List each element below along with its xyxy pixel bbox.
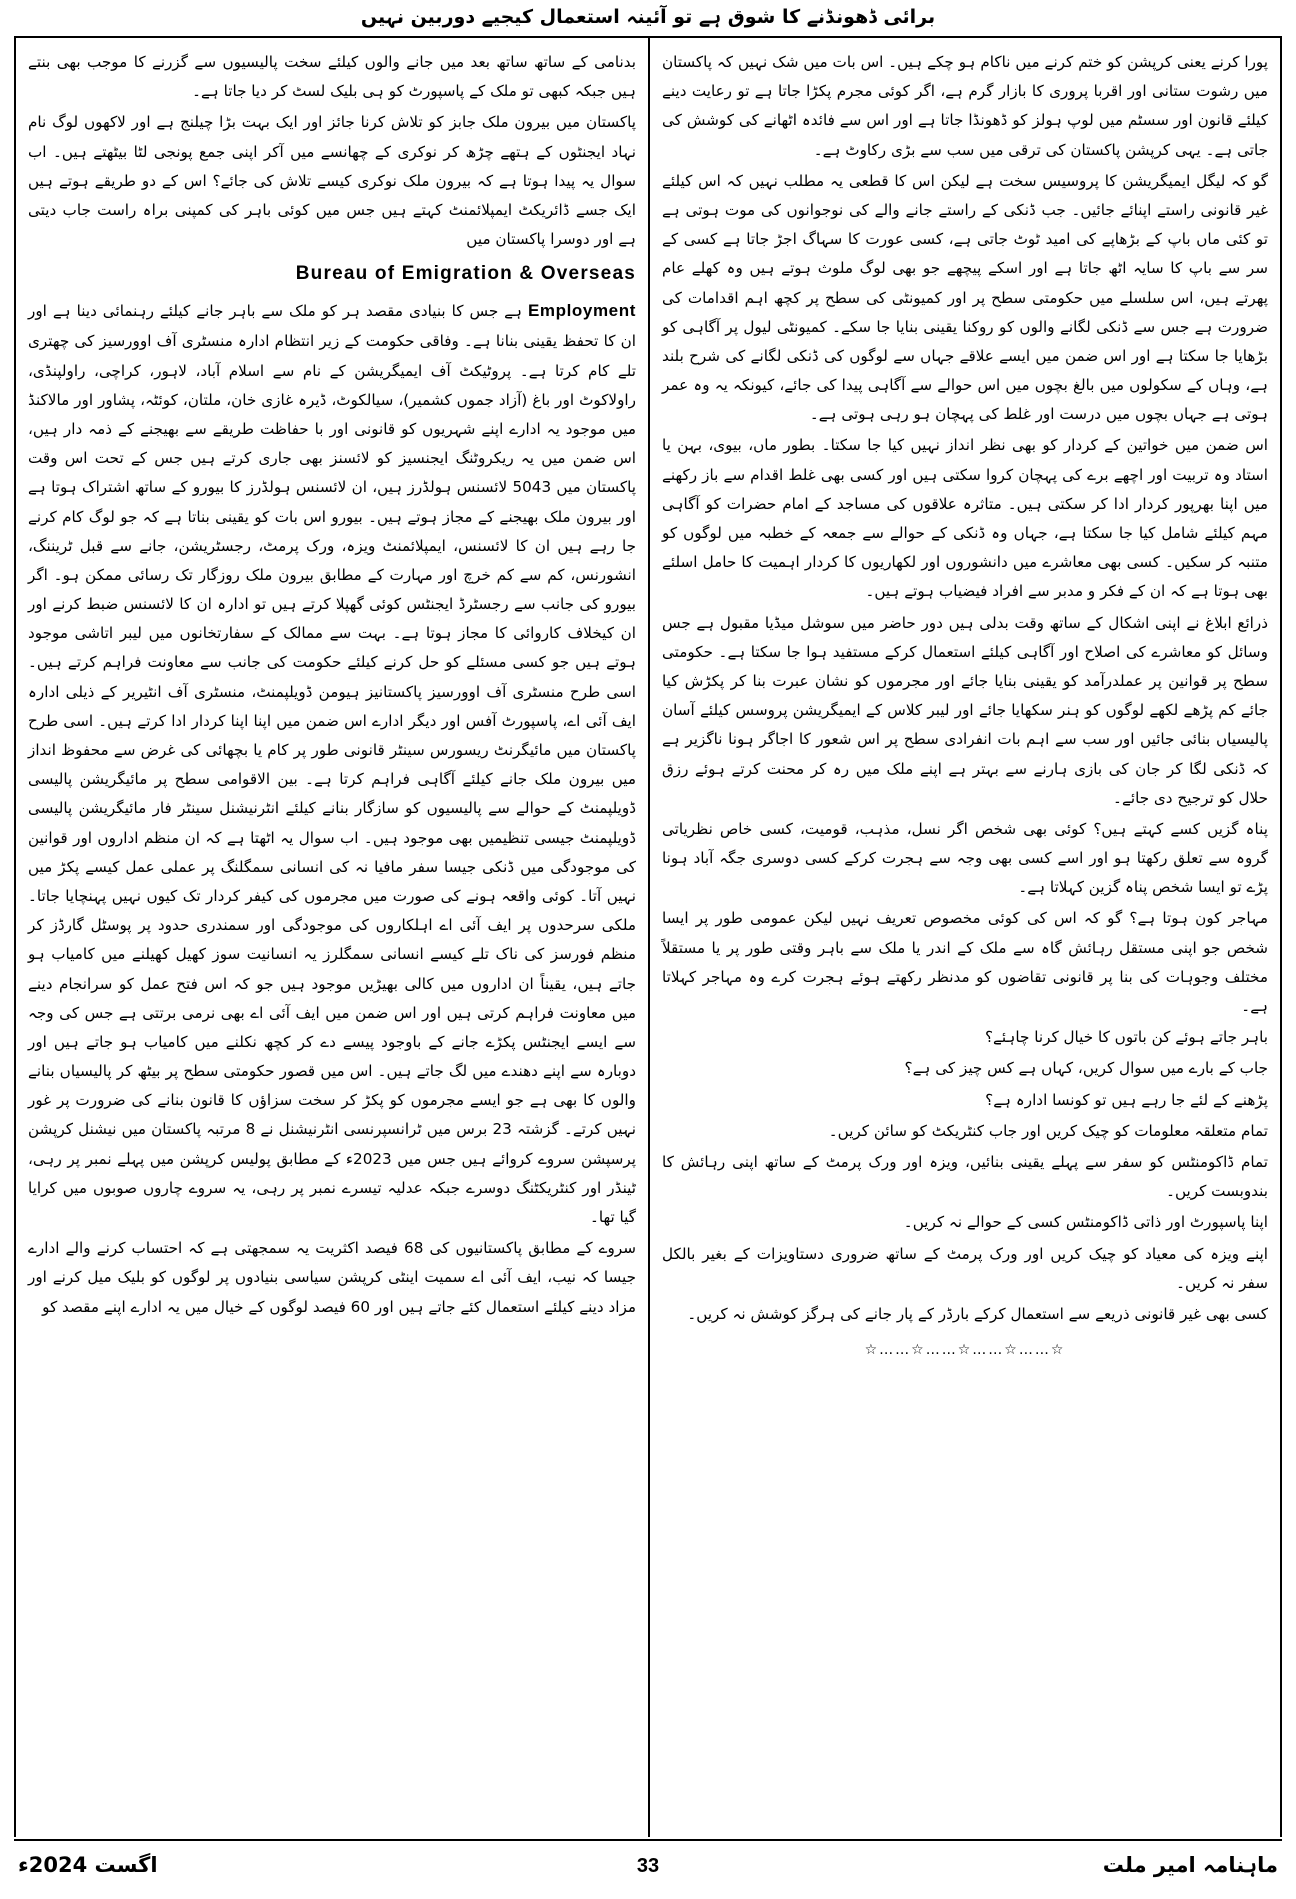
paragraph: ذرائع ابلاغ نے اپنی اشکال کے ساتھ وقت بدلی ہیں دور حاضر میں سوشل میڈیا مقبول ہے جس وسائل کو معاشرے کی اصلاح اور آگاہی کیلئے استعمال کرکے مستفید ہوا جا سکتا ہے۔ حکومتی سطح پر قوانین پر عملدرآمد کو یقینی بنایا جائے اور مجرموں کو نشان عبرت بنا کر پکڑش کیا جائے کم پڑھے لکھے لوگوں کو ہنر سکھایا جائے اور لیبر کلاس کے ایمیگریشن پروسس کیلئے آسان پالیسیاں بنائی جائیں اور سب سے اہم بات انفرادی سطح پر اس شعور کا اجاگر ہونا ناگزیر ہے کہ ڈنکی لگا کر جان کی بازی ہارنے سے بہتر ہے اپنے ملک میں رہ کر محنت کرتے ہوئے رزق حلال کو ترجیح دی جائے۔ [662, 613, 1268, 807]
paragraph: اس ضمن میں خواتین کے کردار کو بھی نظر انداز نہیں کیا جا سکتا۔ بطور ماں، بیوی، بہن یا استاد وہ تربیت اور اچھے برے کی پہچان کروا سکتی ہیں اور کسی بھی غلط اقدام سے باز رکھنے میں اپنا بھرپور کردار ادا کر سکتی ہیں۔ متاثرہ علاقوں کی مساجد کے امام حضرات کو آگاہی مہم کیلئے شامل کیا جا سکتا ہے، جہاں وہ ڈنکی کے حوالے سے جمعہ کے خطبہ میں لوگوں کو متنبہ کر سکیں۔ کسی بھی معاشرے میں دانشوروں اور لکھاریوں کا کردار اہمیت کا حامل اسلئے بھی ہوتا ہے کہ ان کے فکر و مدبر سے افراد فیضیاب ہوتے ہیں۔ [662, 436, 1268, 601]
paragraph-text: ہے جس کا بنیادی مقصد ہر کو ملک سے باہر جانے کیلئے رہنمائی دینا ہے اور ان کا تحفظ یقینی بنانا ہے۔ وفاقی حکومت کے زیر انتظام ادارہ منسٹری آف اوورسیز کی چھتری تلے کام کرتا ہے۔ پروٹیکٹ آف ایمیگریشن کے نام سے اسلام آباد، لاہور، کراچی، راولپنڈی، راولاکوٹ اور باغ (آزاد جموں کشمیر)، سیالکوٹ، ڈیرہ غازی خان، ملتان، کوئٹہ، پشاور اور مالاکنڈ میں موجود یہ ادارے اپنے شہریوں کو قانونی اور با حفاظت طریقے سے بھیجنے کے ذمہ دار ہیں، اس ضمن میں یہ ریکروٹنگ ایجنسیز کو لائسنز بھی جاری کرتے ہیں جس کے تحت اس وقت پاکستان میں 5043 لائسنس ہولڈرز ہیں، ان لائسنس ہولڈرز کا بیورو کے ساتھ اشتراک ہوتا ہے اور بیرون ملک بھیجنے کے مجاز ہوتے ہیں۔ بیورو اس بات کو یقینی بناتا ہے کہ جو لوگ کام کرنے جا رہے ہیں ان کا لائسنس، ایمپلائمنٹ ویزہ، ورک پرمٹ، رجسٹریشن، جانے سے قبل ٹریننگ، انشورنس، کم سے کم خرچ اور مہارت کے مطابق بیرون ملک روزگار تک رسائی ممکن ہو۔ اگر بیورو کی جانب سے رجسٹرڈ ایجنٹس کوئی گھپلا کرتے ہیں تو ادارہ ان کا لائسنس ضبط کرنے اور ان کیخلاف کاروائی کا مجاز ہوتا ہے۔ بہت سے ممالک کے سفارتخانوں میں لیبر اتاشی موجود ہوتے ہیں جو کسی مسئلے کو حل کرنے کیلئے حکومت کی جانب سے معاونت فراہم کرتے ہیں۔ اسی طرح منسٹری آف اوورسیز پاکستانیز ہیومن ڈویلپمنٹ، منسٹری آف انٹیریر کے ذیلی ادارہ ایف آئی اے، پاسپورٹ آفس اور دیگر ادارے اس ضمن میں اپنا اپنا کردار ادا کرتے ہیں۔ اسی طرح پاکستان میں مائیگرنٹ ریسورس سینٹر قانونی طور پر کام یا بچھائی کی غرض سے محفوظ انداز میں بیرون ملک جانے کیلئے آگاہی فراہم کرتا ہے۔ بین الاقوامی سطح پر مائیگریشن پالیسی ڈویلپمنٹ کے حوالے سے پالیسیوں کو سازگار بنانے کیلئے انٹرنیشنل سینٹر فار مائیگریشن پالیسی ڈویلپمنٹ جیسی تنظیمیں بھی موجود ہیں۔ اب سوال یہ اٹھتا ہے کہ ان منظم اداروں اور قوانین کی موجودگی میں ڈنکی جیسا سفر مافیا نہ کی انسانی سمگلنگ پر عملی عمل کیسے پکڑ میں نہیں آتا۔ کوئی واقعہ ہونے کی صورت میں مجرموں کی کیفر کردار تک کیوں نہیں پہنچایا جاتا۔ ملکی سرحدوں پر ایف آئی اے اہلکاروں کی موجودگی اور سمندری حدود پر پوسٹل گارڈز کر منظم فورسز کی ناک تلے کیسے انسانی سمگلرز یہ انسانیت سوز کھیل کھیلنے میں کامیاب ہو جاتے ہیں، یقیناً ان اداروں میں کالی بھیڑیں موجود ہیں جو کہ اس فتح عمل کو سرانجام دینے میں معاونت فراہم کرتی ہیں اور اس ضمن میں ایف آئی اے بھی نرمی برتتی ہے جس کی وجہ سے ایسے ایجنٹس پکڑے جانے کے باوجود پیسے دے کر کچھ نکلنے میں کامیاب ہو جاتے ہیں اور دوبارہ سے اپنے دھندے میں لگ جاتے ہیں۔ اس میں قصور حکومتی سطح پر بیٹھ کر پالیسیاں بنانے والوں کا بھی ہے جو ایسے مجرموں کو پکڑ کر سخت سزاؤں کا قانون بنانے کی ضرورت پر غور نہیں کرتے۔ گزشتہ 23 برس میں ٹرانسپرنسی انٹرنیشنل نے 8 مرتبہ پاکستان میں نیشنل کرپشن پرسپشن سروے کروائے ہیں جس میں 2023ء کے مطابق پولیس کرپشن میں پہلے نمبر پر رہی، ٹینڈر اور کنٹریکٹنگ دوسرے جبکہ عدلیہ تیسرے نمبر پر رہی، یہ سروے چاروں صوبوں میں کرایا گیا تھا۔ [28, 301, 636, 1227]
list-item: پڑھنے کے لئے جا رہے ہیں تو کونسا ادارہ ہے؟ [985, 1090, 1268, 1109]
bureau-heading-line [28, 256, 636, 292]
employment-heading-english: Employment [527, 300, 636, 320]
column-right [648, 38, 1280, 1837]
list-item: اپنے ویزہ کی معیاد کو چیک کریں اور ورک پرمٹ کے ساتھ ضروری دستاویزات کے بغیر بالکل سفر نہ کریں۔ [662, 1244, 1268, 1292]
footer-magazine-title: ماہنامہ امیر ملت [1102, 1853, 1278, 1877]
article-body [14, 38, 1282, 1837]
paragraph: بدنامی کے ساتھ ساتھ بعد میں جانے والوں کیلئے سخت پالیسیوں سے گزرنے کا موجب بھی بنتے ہیں جبکہ کبھی تو ملک کے پاسپورٹ کو ہی بلیک لسٹ کر دیا جاتا ہے۔ [28, 53, 636, 101]
page-header-title: برائی ڈھونڈنے کا شوق ہے تو آئینہ استعمال کیجیے دوربین نہیں [360, 6, 936, 28]
paragraph: گو کہ لیگل ایمیگریشن کا پروسیس سخت ہے لیکن اس کا قطعی یہ مطلب نہیں کہ اس کیلئے غیر قانونی راستے اپنائے جائیں۔ جب ڈنکی کے راستے جانے والے کی نوجوانوں کی موت ہوتی ہے تو کئی ماں باپ کے بڑھاپے کی امید ٹوٹ جاتی ہے، کسی عورت کا سہاگ اجڑ جاتا ہے کسی کے سر سے باپ کا سایہ اٹھ جاتا ہے اور اسکے پیچھے جو بھی لوگ ملوث ہوتے ہیں وہ کھلے عام پھرتے ہیں، اس سلسلے میں حکومتی سطح پر اور کمیونٹی کی سطح پر کچھ اہم اقدامات کی ضرورت ہے جس سے ڈنکی لگانے والوں کو روکنا یقینی بنایا جا سکے۔ کمیونٹی لیول پر آگاہی کو بڑھایا جا سکتا ہے اور اس ضمن میں ایسے علاقے جہاں سے لوگوں کی ڈنکی لگانے کی شرح بلند ہے، وہاں کے سکولوں میں بالغ بچوں میں اس حوالے سے آگاہی پیدا کی جائے، کیونکہ یہ وہ عمر ہوتی ہے جہاں بچوں میں درست اور غلط کی پہچان ہو رہی ہوتی ہے۔ [662, 171, 1268, 424]
paragraph: پاکستان میں بیرون ملک جابز کو تلاش کرنا جائز اور ایک بہت بڑا چیلنج ہے اور لاکھوں لوگ نام نہاد ایجنٹوں کے ہتھے چڑھ کر نوکری کے چھانسے میں آکر اپنی جمع پونجی لٹا بیٹھتے ہیں۔ اب سوال یہ پیدا ہوتا ہے کہ بیرون ملک نوکری کیسے تلاش کی جائے؟ اس کے دو طریقے ہوتے ہیں ایک جسے ڈائریکٹ ایمپلائمنٹ کہتے ہیں جس میں کوئی باہر کی کمپنی براہ راست جاب دیتی ہے اور دوسرا پاکستان میں [28, 113, 636, 249]
page-number: 33 [636, 1855, 660, 1877]
paragraph: پورا کرنے یعنی کرپشن کو ختم کرنے میں ناکام ہو چکے ہیں۔ اس بات میں شک نہیں کہ پاکستان میں رشوت ستانی اور اقربا پروری کا بازار گرم ہے، اگر کوئی مجرم پکڑا جاتا ہے تو رعایت دینے کیلئے قانون اور سسٹم میں لوپ ہولز کو ڈھونڈا جاتا ہے اور اس سے فائدہ اٹھانے کی کوشش کی جاتی ہے۔ یہی کرپشن پاکستان کی ترقی میں سب سے بڑی رکاوٹ ہے۔ [662, 53, 1268, 159]
bureau-heading-english: Bureau of Emigration & Overseas [295, 263, 636, 285]
list-item: تمام ڈاکومنٹس کو سفر سے پہلے یقینی بنائیں، ویزہ اور ورک پرمٹ کے ساتھ اپنی رہائش کا بندوبست کریں۔ [662, 1152, 1268, 1201]
paragraph-with-inline-heading [28, 295, 636, 1232]
question-heading: باہر جاتے ہوئے کن باتوں کا خیال کرنا چاہئے؟ [984, 1028, 1268, 1047]
star-divider: ☆……☆……☆……☆……☆ [864, 1342, 1066, 1359]
page-footer [18, 1847, 1278, 1889]
footer-issue-date: اگست 2024ء [18, 1853, 158, 1877]
paragraph: مہاجر کون ہوتا ہے؟ گو کہ اس کی کوئی مخصوص تعریف نہیں لیکن عمومی طور پر ایسا شخص جو اپنی مستقل رہائش گاہ سے ملک کے اندر یا ملک سے باہر وقتی طور پر یا مستقلاً مختلف وجوہات کی بنا پر قانونی تقاضوں کو مدنظر رکھتے ہوئے ہجرت کرے وہ مہاجر کہلاتا ہے۔ [662, 909, 1268, 1015]
list-item: کسی بھی غیر قانونی ذریعے سے استعمال کرکے بارڈر کے پار جانے کی ہرگز کوشش نہ کریں۔ [687, 1304, 1268, 1323]
footer-divider [14, 1839, 1282, 1841]
list-item: اپنا پاسپورٹ اور ذاتی ڈاکومنٹس کسی کے حوالے نہ کریں۔ [903, 1213, 1268, 1232]
list-item: جاب کے بارے میں سوال کریں، کہاں ہے کس چیز کی ہے؟ [904, 1059, 1268, 1078]
list-item: تمام متعلقہ معلومات کو چیک کریں اور جاب کنٹریکٹ کو سائن کریں۔ [828, 1121, 1268, 1140]
column-left [16, 38, 648, 1837]
paragraph: سروے کے مطابق پاکستانیوں کی 68 فیصد اکثریت یہ سمجھتی ہے کہ احتساب کرنے والے ادارے جیسا کہ نیب، ایف آئی اے سمیت اینٹی کرپشن سیاسی بنیادوں پر لوگوں کو بلیک میل کرنے اور مزاد دینے کیلئے استعمال کئے جاتے ہیں اور 60 فیصد لوگوں کے خیال میں یہ ادارے اپنے مقصد کو [28, 1239, 636, 1316]
paragraph: پناہ گزیں کسے کہتے ہیں؟ کوئی بھی شخص اگر نسل، مذہب، قومیت، کسی خاص نظریاتی گروہ سے تعلق رکھتا ہو اور اسے کسی بھی وجہ سے ہجرت کرکے کسی دوسری جگہ آباد ہونا پڑے تو ایسا شخص پناہ گزین کہلاتا ہے۔ [662, 819, 1268, 897]
